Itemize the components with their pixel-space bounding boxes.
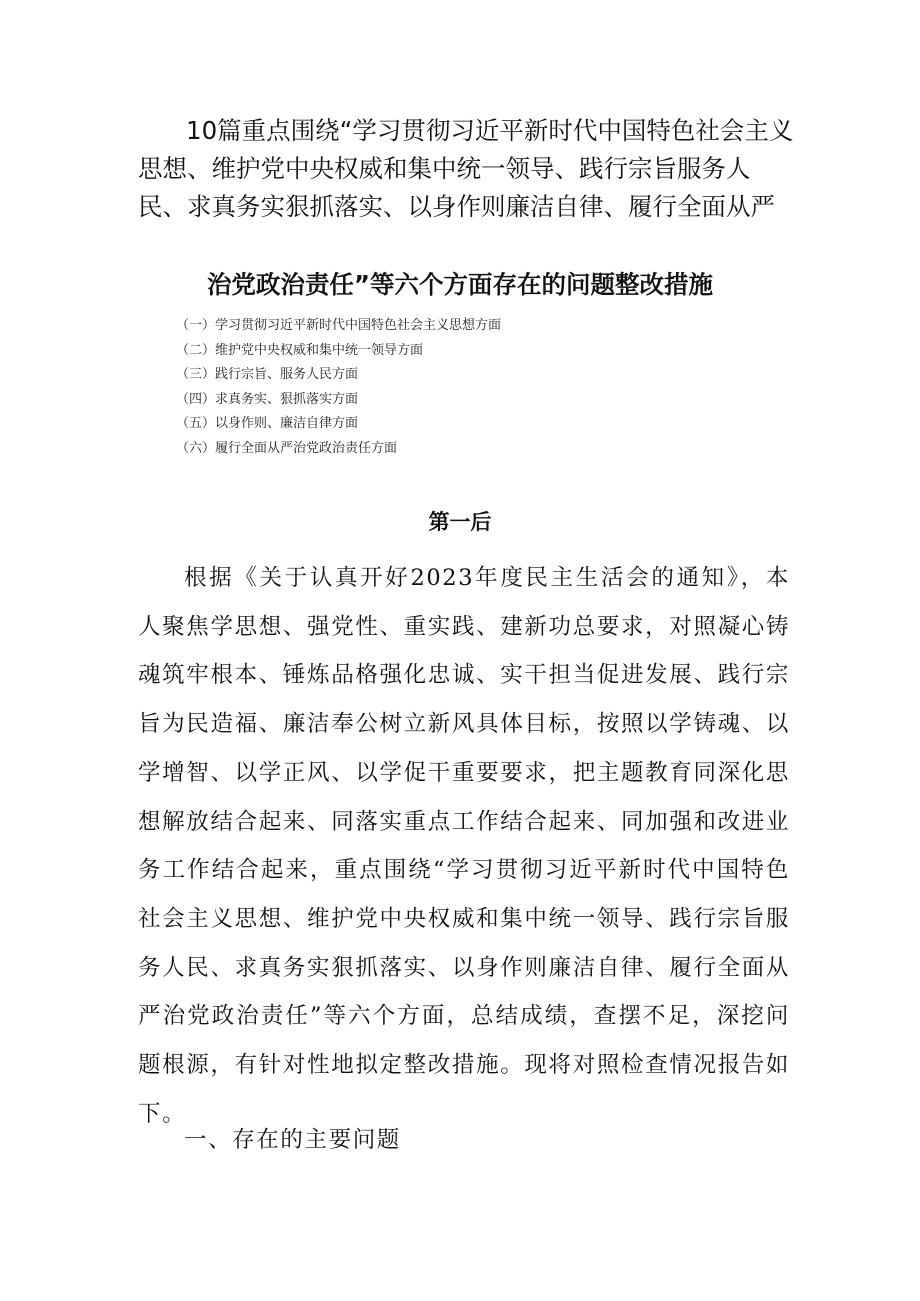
toc-item: （六）履行全面从严治党政治责任方面	[176, 440, 398, 456]
body-paragraph: 根据《关于认真开好2023年度民主生活会的通知》，本人聚焦学思想、强党性、重实践、建新功总要求，对照凝心铸魂筑牢根本、锤炼品格强化忠诚、实干担当促进发展、践行宗旨为民造福、廉洁奉公树立新风具体目标，按照以学铸魂、以学增智、以学正风、以学促干重要要求，把主题教育同深化思想解放结合起来、同落实重点工作结合起来、同加强和改进业务工作结合起来，重点围绕“学习贯彻习近平新时代中国特色社会主义思想、维护党中央权威和集中统一领导、践行宗旨服务人民、求真务实狠抓落实、以身作则廉洁自律、履行全面从严治党政治责任”等六个方面，总结成绩，查摆不足，深挖问题根源，有针对性地拟定整改措施。现将对照检查情况报告如下。	[138, 565, 790, 1127]
toc-item: （一）学习贯彻习近平新时代中国特色社会主义思想方面	[176, 318, 502, 333]
document-title: 10篇重点围绕“学习贯彻习近平新时代中国特色社会主义思想、维护党中央权威和集中统一领导、践行宗旨服务人民、求真务实狠抓落实、以身作则廉洁自律、履行全面从严	[138, 116, 794, 221]
table-of-contents	[176, 314, 776, 461]
toc-item: （二）维护党中央权威和集中统一领导方面	[176, 342, 424, 358]
section-heading: 第一后	[428, 510, 492, 534]
toc-item: （四）求真务实、狠抓落实方面	[176, 391, 359, 407]
toc-item: （三）践行宗旨、服务人民方面	[176, 367, 359, 382]
toc-item: （五）以身作则、廉洁自律方面	[176, 416, 359, 431]
subheading-main-problems: 一、存在的主要问题	[184, 1127, 401, 1153]
document-title-continuation: 治党政治责任”等六个方面存在的问题整改措施	[206, 270, 714, 299]
